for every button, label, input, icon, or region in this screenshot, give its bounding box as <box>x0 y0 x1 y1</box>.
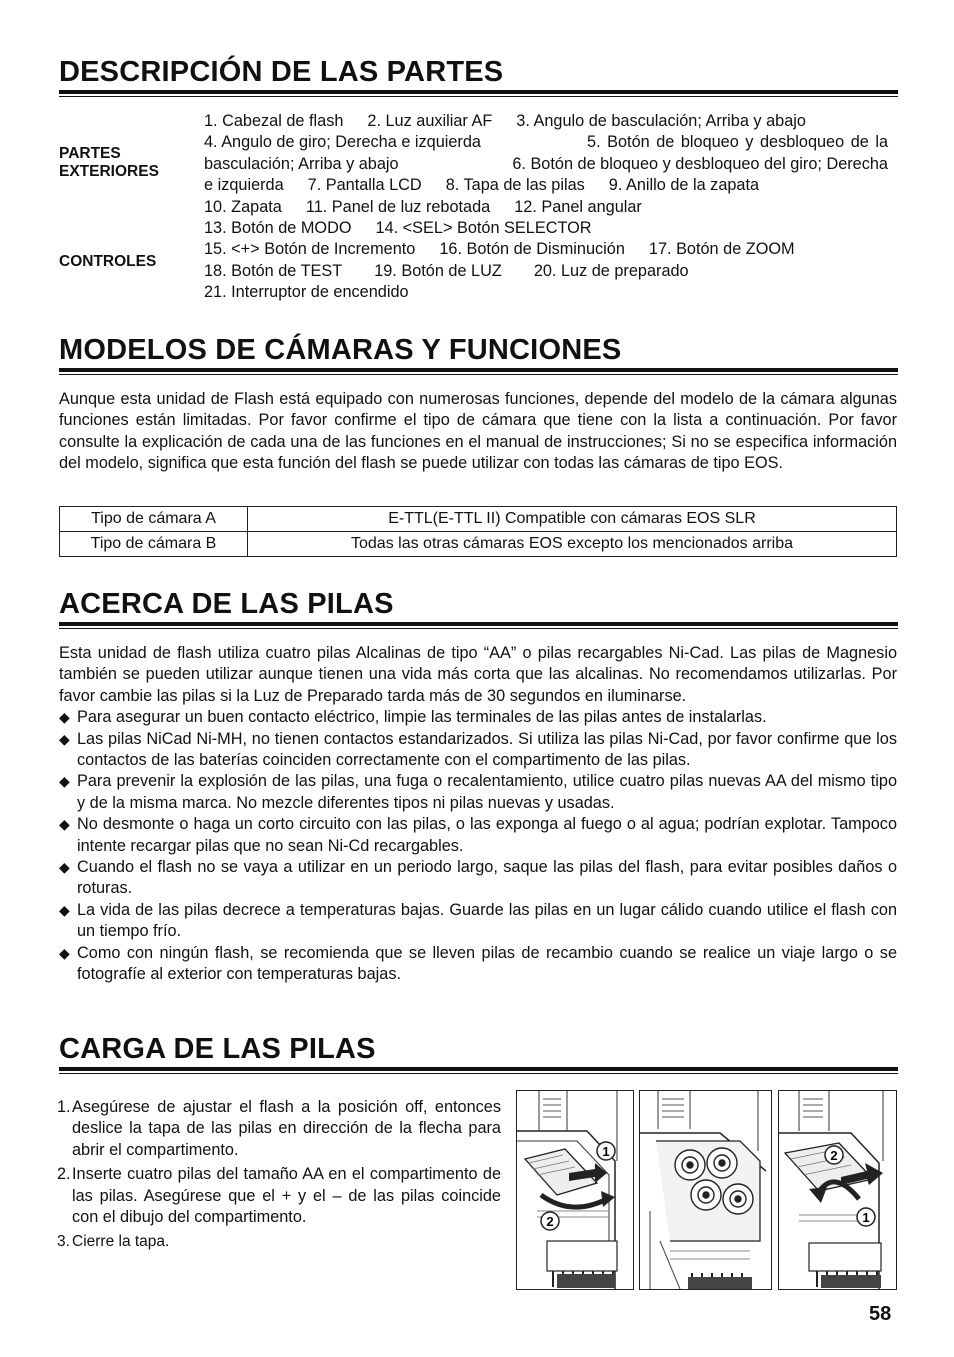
pilas-paragraph: Esta unidad de flash utiliza cuatro pilas Alcalinas de tipo “AA” o pilas recargables Ni-Cad. Las pilas de Magnesio también se pueden utilizar aunque tienen una vida más corta que las alcalinas. No recomendamos utilizarlas. Por favor cambie las pilas si la Luz de Preparado tarda más de 30 segundos en iluminarse. <box>59 644 897 705</box>
control-item: 14. <SEL> Botón SELECTOR <box>375 219 592 237</box>
bullet-text: La vida de las pilas decrece a temperaturas bajas. Guarde las pilas en un lugar cálido cuando utilice el flash con un tiempo frío. <box>77 900 897 941</box>
diamond-bullet-icon: ◆ <box>59 816 70 833</box>
part-item: 9. Anillo de la zapata <box>608 176 760 195</box>
label-line: PARTES <box>59 145 121 162</box>
part-item: 2. Luz auxiliar AF <box>367 112 493 130</box>
table-row <box>60 532 897 557</box>
control-item: 15. <+> Botón de Incremento <box>204 240 416 259</box>
bullet-item <box>59 857 897 900</box>
diamond-bullet-icon: ◆ <box>59 709 70 726</box>
step-number: 2. <box>57 1165 71 1184</box>
bullet-text: No desmonte o haga un corto circuito con las pilas, o las exponga al fuego o al agua; podrían explotar. Tampoco intente recargar pilas que no sean Ni-Cd recargables. <box>77 815 897 855</box>
figure-label-one: 1 <box>602 1144 610 1159</box>
part-item: basculación; Arriba y abajo <box>204 154 399 173</box>
step-text: Inserte cuatro pilas del tamaño AA en el compartimento de las pilas. Asegúrese que el + y el – de las pilas coincide con el dibujo del compartimento. <box>72 1165 501 1227</box>
part-item: 6. Botón de bloqueo y desbloqueo del giro; Derecha <box>512 154 888 173</box>
control-item: 20. Luz de preparado <box>533 261 689 280</box>
camera-type-table <box>59 506 897 557</box>
control-item: 19. Botón de LUZ <box>374 261 502 280</box>
bullet-text: Para asegurar un buen contacto eléctrico, limpie las terminales de las pilas antes de instalarlas. <box>77 708 767 727</box>
section-rule <box>59 90 898 97</box>
figure-label-two: 2 <box>546 1214 554 1229</box>
controles-list <box>204 218 888 304</box>
diamond-bullet-icon: ◆ <box>59 901 70 918</box>
step-text: Asegúrese de ajustar el flash a la posición off, entonces deslice la tapa de las pilas en dirección de la flecha para abrir el compartimento. <box>72 1098 501 1159</box>
partes-exteriores-list <box>204 111 888 218</box>
section-title-modelos: MODELOS DE CÁMARAS Y FUNCIONES <box>59 334 622 366</box>
control-item: 13. Botón de MODO <box>204 219 352 237</box>
part-item: 1. Cabezal de flash <box>204 112 344 130</box>
figure-close-door <box>778 1090 897 1290</box>
page-number: 58 <box>869 1303 892 1325</box>
figure-batteries <box>639 1090 772 1290</box>
control-item: 21. Interruptor de encendido <box>204 283 409 302</box>
table-cell: Tipo de cámara B <box>60 532 248 557</box>
step-text: Cierre la tapa. <box>72 1233 170 1251</box>
partes-exteriores-label <box>59 145 159 181</box>
step-number: 1. <box>57 1098 71 1116</box>
bullet-item <box>59 900 897 943</box>
batteries-illustration <box>640 1091 771 1289</box>
part-item: 12. Panel angular <box>514 197 642 216</box>
part-item: 3. Angulo de basculación; Arriba y abajo <box>516 112 806 130</box>
bullet-item <box>59 729 897 772</box>
part-item: 4. Angulo de giro; Derecha e izquierda <box>204 133 481 152</box>
bullet-item <box>59 814 897 857</box>
section-title-carga: CARGA DE LAS PILAS <box>59 1033 376 1065</box>
part-item: 10. Zapata <box>204 197 282 216</box>
diamond-bullet-icon: ◆ <box>59 859 70 876</box>
flash-open-door-illustration <box>517 1091 633 1289</box>
control-item: 18. Botón de TEST <box>204 261 343 280</box>
bullet-text: Como con ningún flash, se recomienda que se lleven pilas de recambio cuando se realice un viaje largo o se fotografíe al exterior con temperaturas bajas. <box>77 943 897 984</box>
table-cell: Tipo de cámara A <box>60 507 248 532</box>
modelos-paragraph: Aunque esta unidad de Flash está equipado con numerosas funciones, depende del modelo de la cámara algunas funciones están limitadas. Por favor confirme el tipo de cámara que tiene con la lista a continuación. Por favor consulte la explicación de cada una de las funciones en el manual de instrucciones; Si no se especifica información del modelo, significa que esta función del flash se puede utilizar con todas las cámaras de tipo EOS. <box>59 390 897 473</box>
bullet-text: Cuando el flash no se vaya a utilizar en un periodo largo, saque las pilas del flash, para evitar posibles daños o roturas. <box>77 858 897 898</box>
step-item <box>59 1231 501 1252</box>
bullet-text: Las pilas NiCad Ni-MH, no tienen contactos estandarizados. Si utiliza las pilas Ni-Cad, por favor confirme que los contactos de las baterías coinciden correctamente con el compartimento de las pilas. <box>77 729 897 770</box>
flash-close-door-illustration <box>779 1091 896 1289</box>
controles-label: CONTROLES <box>59 253 157 270</box>
table-cell: Todas las otras cámaras EOS excepto los mencionados arriba <box>248 532 897 557</box>
step-number: 3. <box>57 1233 70 1251</box>
step-item <box>59 1097 501 1161</box>
table-cell: E-TTL(E-TTL II) Compatible con cámaras EOS SLR <box>248 507 897 532</box>
pilas-block <box>59 643 897 986</box>
control-item: 16. Botón de Disminución <box>439 240 625 259</box>
figure-label-two: 2 <box>830 1148 838 1163</box>
diamond-bullet-icon: ◆ <box>59 944 70 961</box>
label-line: EXTERIORES <box>59 163 159 180</box>
control-item: 17. Botón de ZOOM <box>648 240 795 259</box>
section-rule <box>59 622 898 629</box>
diamond-bullet-icon: ◆ <box>59 773 70 790</box>
bullet-item <box>59 943 897 986</box>
part-item: 5. Botón de bloqueo y desbloqueo de la <box>587 133 888 152</box>
bullet-text: Para prevenir la explosión de las pilas, una fuga o recalentamiento, utilice cuatro pilas nuevas AA del mismo tipo y de la misma marca. No mezcle diferentes tipos ni pilas nuevas y usadas. <box>77 772 897 812</box>
step-item <box>59 1164 501 1228</box>
section-title-pilas: ACERCA DE LAS PILAS <box>59 588 394 620</box>
table-row <box>60 507 897 532</box>
bullet-item <box>59 707 897 728</box>
part-item: e izquierda <box>204 176 284 195</box>
section-rule <box>59 368 898 375</box>
part-item: 7. Pantalla LCD <box>307 176 422 195</box>
carga-steps <box>59 1097 501 1256</box>
part-item: 8. Tapa de las pilas <box>445 176 585 195</box>
section-rule <box>59 1067 898 1074</box>
section-title-descripcion: DESCRIPCIÓN DE LAS PARTES <box>59 56 504 88</box>
figure-open-door <box>516 1090 634 1290</box>
figure-label-one: 1 <box>862 1210 870 1225</box>
diamond-bullet-icon: ◆ <box>59 730 70 747</box>
part-item: 11. Panel de luz rebotada <box>305 197 491 216</box>
bullet-item <box>59 771 897 814</box>
